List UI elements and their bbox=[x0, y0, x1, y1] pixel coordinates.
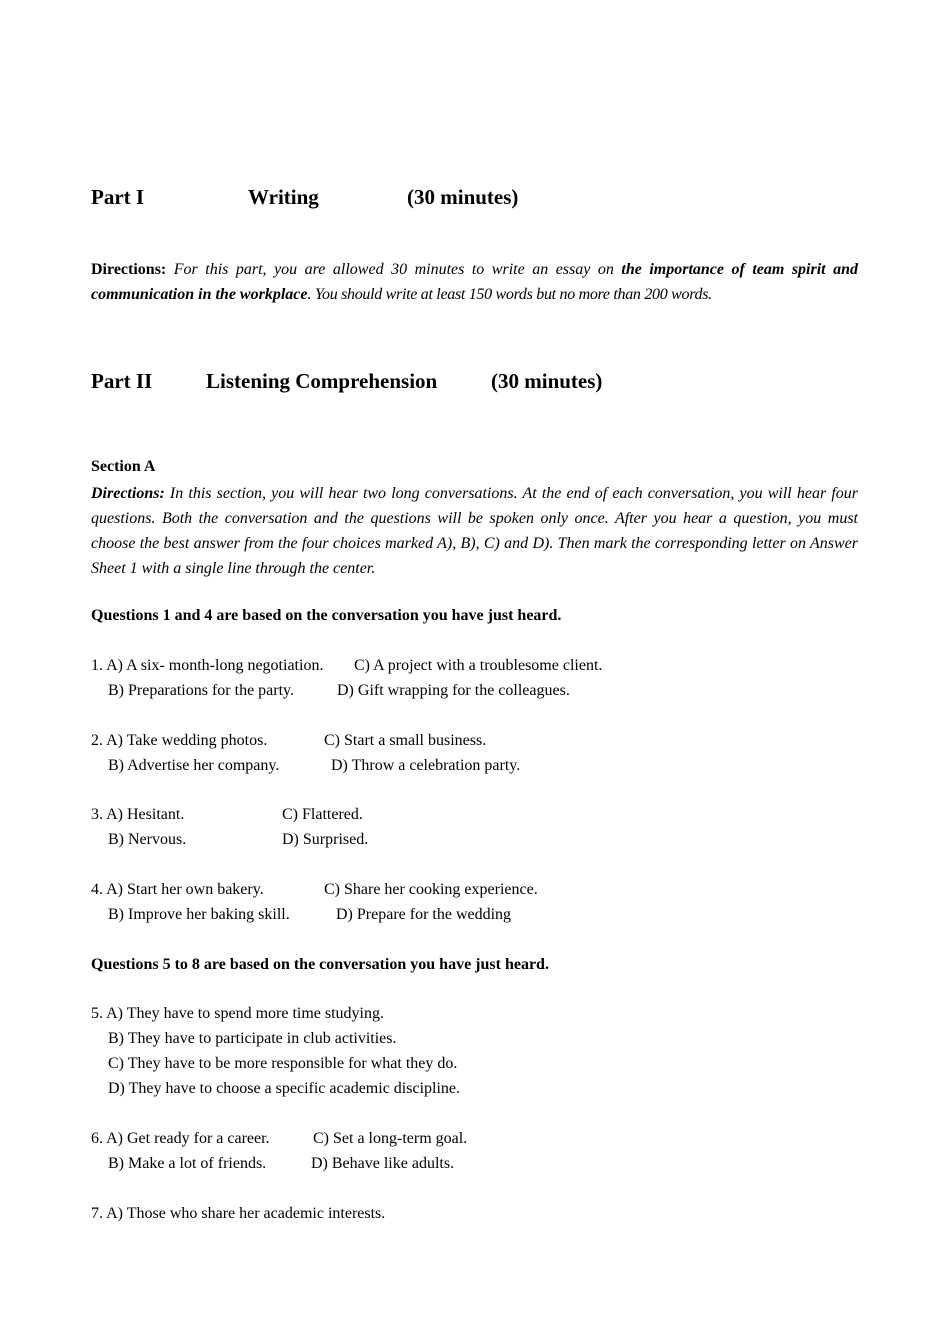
part1-label: Part I bbox=[91, 185, 145, 209]
group2-heading: Questions 5 to 8 are based on the conversation you have just heard. bbox=[91, 956, 549, 973]
q6-option-c: C) Set a long-term goal. bbox=[313, 1130, 468, 1147]
q1-option-c: C) A project with a troublesome client. bbox=[354, 657, 603, 674]
part1-title: Writing bbox=[248, 185, 319, 209]
part2-label: Part II bbox=[91, 369, 153, 393]
section-a-heading: Section A bbox=[91, 458, 156, 475]
section-a-directions bbox=[91, 481, 858, 581]
q3-option-c: C) Flattered. bbox=[282, 806, 363, 823]
q6-option-a: 6. A) Get ready for a career. bbox=[91, 1130, 270, 1147]
q3-option-a: 3. A) Hesitant. bbox=[91, 806, 185, 823]
q5-option-b: B) They have to participate in club activities. bbox=[108, 1030, 397, 1047]
part1-directions-text-end: . You should write at least 150 words but no more than 200 words. bbox=[307, 286, 712, 303]
part1-time: (30 minutes) bbox=[407, 185, 519, 209]
q4-option-b: B) Improve her baking skill. bbox=[108, 906, 290, 923]
q5-option-a: 5. A) They have to spend more time studying. bbox=[91, 1005, 384, 1022]
q4-option-c: C) Share her cooking experience. bbox=[324, 881, 538, 898]
q2-option-d: D) Throw a celebration party. bbox=[331, 757, 521, 774]
part2-time: (30 minutes) bbox=[491, 369, 603, 393]
part1-directions-label: Directions: bbox=[91, 261, 167, 278]
q6-option-b: B) Make a lot of friends. bbox=[108, 1155, 267, 1172]
part2-title: Listening Comprehension bbox=[206, 369, 438, 393]
q6-option-d: D) Behave like adults. bbox=[311, 1155, 455, 1172]
part1-directions bbox=[91, 257, 858, 307]
q3-option-b: B) Nervous. bbox=[108, 831, 187, 848]
q2-option-b: B) Advertise her company. bbox=[108, 757, 280, 774]
group1-heading: Questions 1 and 4 are based on the conversation you have just heard. bbox=[91, 607, 562, 624]
q7-option-a: 7. A) Those who share her academic interests. bbox=[91, 1205, 386, 1222]
q2-option-c: C) Start a small business. bbox=[324, 732, 487, 749]
section-a-directions-text: In this section, you will hear two long conversations. At the end of each conversation, you will hear four questions. Both the conversation and the questions will be spoken only once. After you hear a question, you must choose the best answer from the four choices marked A), B), C) and D). Then mark the corresponding letter on Answer Sheet 1 with a single line through the center. bbox=[91, 485, 859, 577]
q1-option-a: 1. A) A six- month-long negotiation. bbox=[91, 657, 324, 674]
q3-option-d: D) Surprised. bbox=[282, 831, 369, 848]
q4-option-a: 4. A) Start her own bakery. bbox=[91, 881, 264, 898]
part1-directions-topic: the importance of team spirit and communication in the workplace bbox=[91, 261, 859, 303]
q4-option-d: D) Prepare for the wedding bbox=[336, 906, 512, 923]
q5-option-d: D) They have to choose a specific academic discipline. bbox=[108, 1080, 461, 1097]
q2-option-a: 2. A) Take wedding photos. bbox=[91, 732, 268, 749]
section-a-directions-label: Directions: bbox=[91, 485, 165, 502]
q1-option-d: D) Gift wrapping for the colleagues. bbox=[337, 682, 570, 699]
q5-option-c: C) They have to be more responsible for what they do. bbox=[108, 1055, 458, 1072]
q1-option-b: B) Preparations for the party. bbox=[108, 682, 295, 699]
part1-directions-text: For this part, you are allowed 30 minutes to write an essay on bbox=[173, 261, 614, 278]
